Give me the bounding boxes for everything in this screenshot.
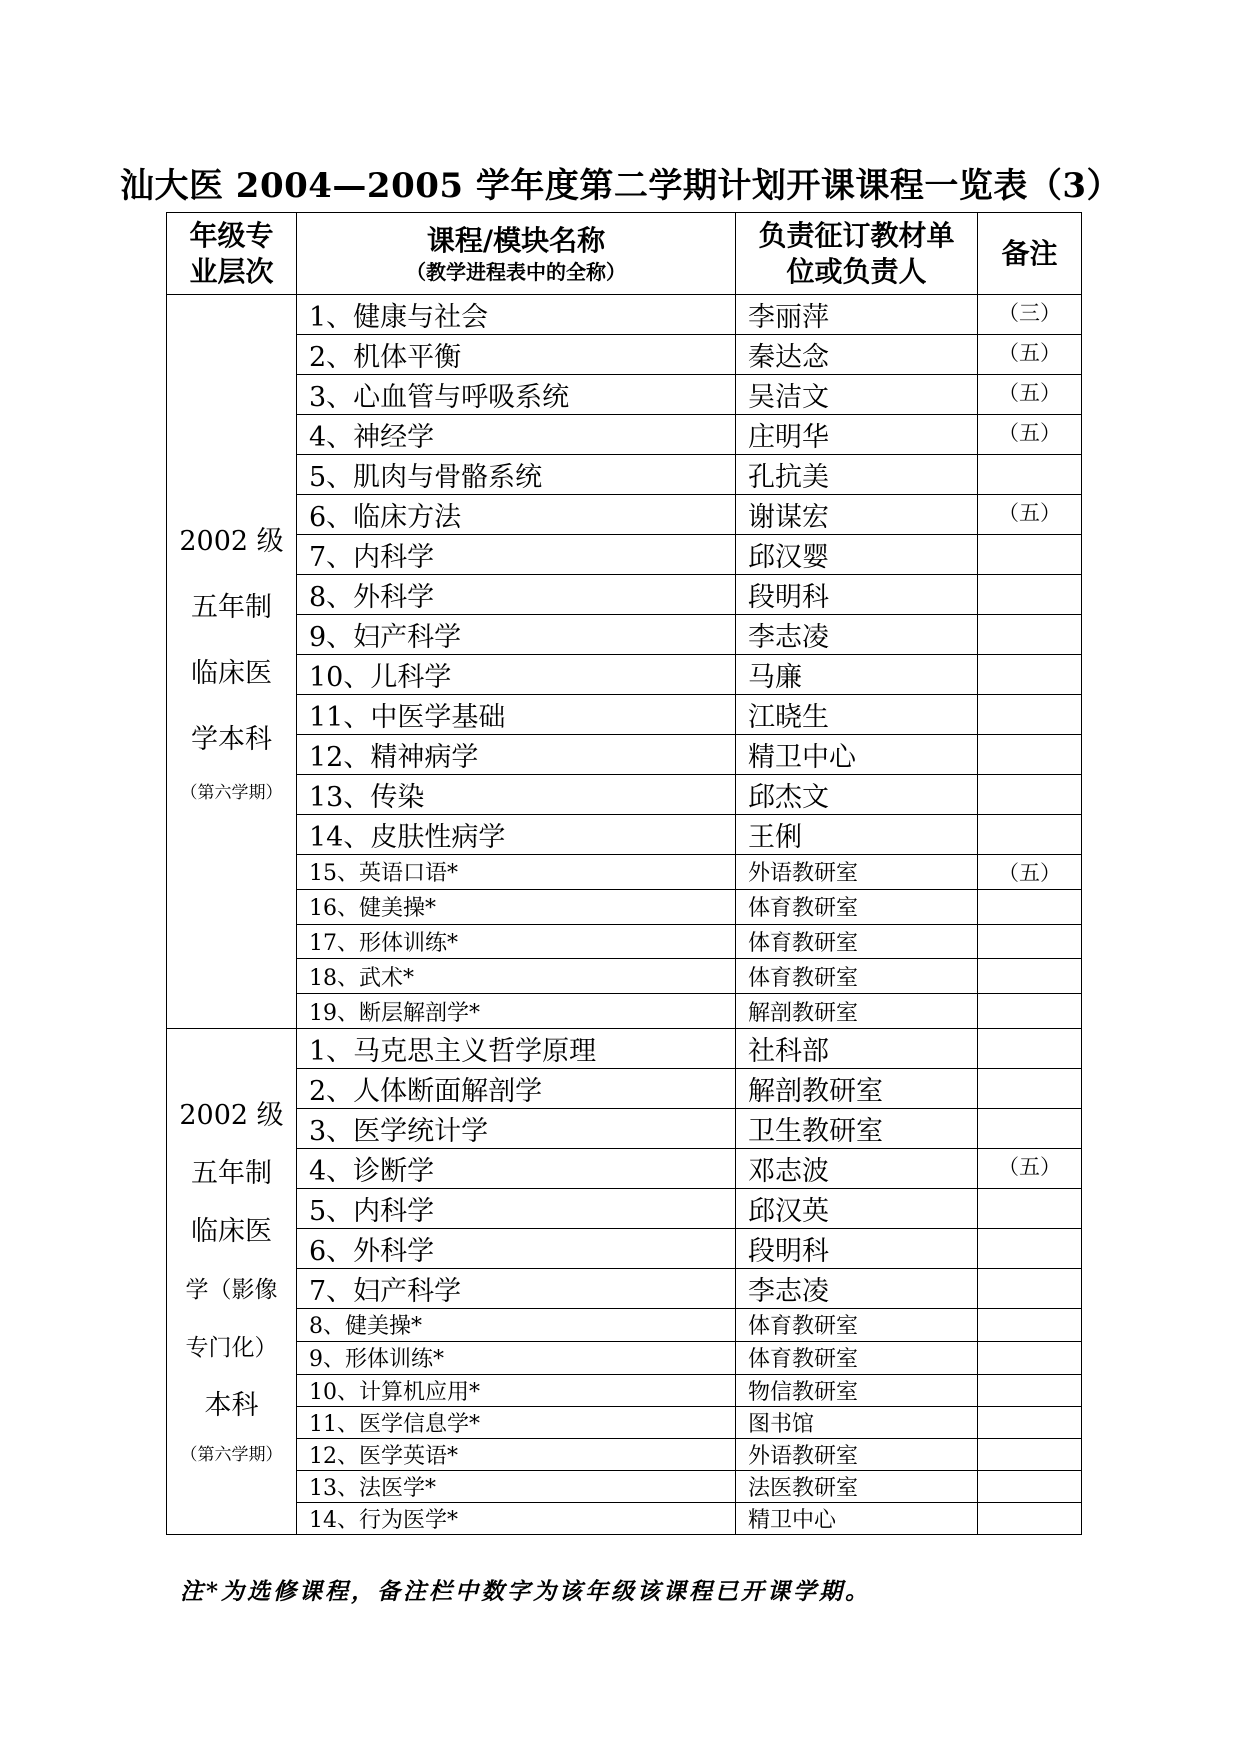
grade-group-line: 专门化）: [185, 1335, 278, 1362]
responsible-unit-cell: 李志凌: [736, 1268, 978, 1308]
note-cell: [978, 994, 1082, 1029]
note-cell: [978, 1502, 1082, 1534]
note-cell: [978, 1228, 1082, 1268]
course-name-cell: 2、机体平衡: [297, 335, 736, 375]
note-cell: [978, 1438, 1082, 1470]
grade-group-line: 2002 级: [179, 526, 284, 558]
table-row: [167, 535, 1082, 575]
header-course: [297, 213, 736, 295]
note-cell: （三）: [978, 295, 1082, 335]
grade-group-cell: [167, 1028, 297, 1534]
table-row: [167, 615, 1082, 655]
table-header-row: [167, 213, 1082, 295]
grade-group-line: 学（影像: [185, 1277, 278, 1304]
table-row: [167, 1406, 1082, 1438]
note-cell: [978, 815, 1082, 855]
course-name-cell: 11、医学信息学*: [297, 1406, 736, 1438]
header-note: [978, 213, 1082, 295]
table-row: [167, 335, 1082, 375]
responsible-unit-cell: 外语教研室: [736, 855, 978, 890]
responsible-unit-cell: 邱汉婴: [736, 535, 978, 575]
responsible-unit-cell: 李丽萍: [736, 295, 978, 335]
responsible-unit-cell: 秦达念: [736, 335, 978, 375]
note-cell: [978, 1406, 1082, 1438]
table-row: [167, 415, 1082, 455]
table-row: [167, 815, 1082, 855]
responsible-unit-cell: 邱杰文: [736, 775, 978, 815]
note-cell: [978, 1341, 1082, 1374]
responsible-unit-cell: 江晓生: [736, 695, 978, 735]
table-row: [167, 1148, 1082, 1188]
table-row: [167, 1341, 1082, 1374]
responsible-unit-cell: 解剖教研室: [736, 994, 978, 1029]
note-cell: [978, 1028, 1082, 1068]
responsible-unit-cell: 王俐: [736, 815, 978, 855]
note-cell: [978, 575, 1082, 615]
table-row: [167, 575, 1082, 615]
note-cell: [978, 1068, 1082, 1108]
page-title: 汕大医 2004—2005 学年度第二学期计划开课课程一览表（3）: [119, 166, 1122, 206]
table-row: [167, 1438, 1082, 1470]
table-row: [167, 1068, 1082, 1108]
table-row: [167, 1374, 1082, 1406]
course-name-cell: 14、皮肤性病学: [297, 815, 736, 855]
course-name-cell: 8、外科学: [297, 575, 736, 615]
table-row: [167, 655, 1082, 695]
note-cell: [978, 535, 1082, 575]
note-cell: [978, 1108, 1082, 1148]
note-cell: （五）: [978, 415, 1082, 455]
header-course-sublabel: （教学进程表中的全称）: [406, 259, 626, 284]
course-name-cell: 14、行为医学*: [297, 1502, 736, 1534]
responsible-unit-cell: 体育教研室: [736, 1308, 978, 1341]
table-row: [167, 994, 1082, 1029]
grade-group-line: 2002 级: [179, 1100, 284, 1132]
responsible-unit-cell: 解剖教研室: [736, 1068, 978, 1108]
course-name-cell: 3、医学统计学: [297, 1108, 736, 1148]
table-row: [167, 775, 1082, 815]
table-row: [167, 1502, 1082, 1534]
responsible-unit-cell: 物信教研室: [736, 1374, 978, 1406]
responsible-unit-cell: 孔抗美: [736, 455, 978, 495]
responsible-unit-cell: 段明科: [736, 575, 978, 615]
course-name-cell: 3、心血管与呼吸系统: [297, 375, 736, 415]
responsible-unit-cell: 庄明华: [736, 415, 978, 455]
responsible-unit-cell: 体育教研室: [736, 889, 978, 924]
course-name-cell: 9、妇产科学: [297, 615, 736, 655]
course-name-cell: 7、妇产科学: [297, 1268, 736, 1308]
note-cell: [978, 735, 1082, 775]
grade-group-line: 学本科: [191, 724, 272, 756]
course-name-cell: 8、健美操*: [297, 1308, 736, 1341]
course-name-cell: 7、内科学: [297, 535, 736, 575]
table-row: [167, 959, 1082, 994]
table-row: [167, 1108, 1082, 1148]
note-cell: （五）: [978, 375, 1082, 415]
grade-group-line: 本科: [204, 1390, 259, 1422]
table-row: [167, 855, 1082, 890]
table-row: [167, 295, 1082, 335]
course-name-cell: 6、临床方法: [297, 495, 736, 535]
semester-label: （第六学期）: [180, 1445, 283, 1466]
header-course-label: 课程/模块名称: [426, 223, 606, 257]
note-cell: [978, 889, 1082, 924]
course-name-cell: 12、医学英语*: [297, 1438, 736, 1470]
table-row: [167, 1028, 1082, 1068]
course-table: [166, 212, 1082, 1535]
header-grade: [167, 213, 297, 295]
header-note-label: 备注: [1001, 236, 1058, 270]
responsible-unit-cell: 体育教研室: [736, 924, 978, 959]
header-unit-label: 负责征订教材单位或负责人: [758, 218, 955, 288]
course-name-cell: 13、传染: [297, 775, 736, 815]
table-row: [167, 495, 1082, 535]
table-row: [167, 455, 1082, 495]
course-name-cell: 9、形体训练*: [297, 1341, 736, 1374]
note-cell: [978, 1308, 1082, 1341]
responsible-unit-cell: 邓志波: [736, 1148, 978, 1188]
table-row: [167, 375, 1082, 415]
note-cell: （五）: [978, 335, 1082, 375]
grade-group-cell: [167, 295, 297, 1029]
course-name-cell: 5、肌肉与骨骼系统: [297, 455, 736, 495]
semester-label: （第六学期）: [180, 783, 283, 804]
table-row: [167, 1188, 1082, 1228]
responsible-unit-cell: 体育教研室: [736, 1341, 978, 1374]
header-unit: [736, 213, 978, 295]
course-name-cell: 1、健康与社会: [297, 295, 736, 335]
note-cell: [978, 924, 1082, 959]
course-name-cell: 12、精神病学: [297, 735, 736, 775]
course-name-cell: 4、神经学: [297, 415, 736, 455]
course-name-cell: 10、儿科学: [297, 655, 736, 695]
grade-group-line: 五年制: [191, 1158, 272, 1190]
table-row: [167, 1228, 1082, 1268]
course-name-cell: 19、断层解剖学*: [297, 994, 736, 1029]
course-name-cell: 17、形体训练*: [297, 924, 736, 959]
course-name-cell: 2、人体断面解剖学: [297, 1068, 736, 1108]
note-cell: [978, 1470, 1082, 1502]
note-cell: [978, 1188, 1082, 1228]
responsible-unit-cell: 外语教研室: [736, 1438, 978, 1470]
responsible-unit-cell: 社科部: [736, 1028, 978, 1068]
course-name-cell: 10、计算机应用*: [297, 1374, 736, 1406]
table-row: [167, 1470, 1082, 1502]
responsible-unit-cell: 谢谋宏: [736, 495, 978, 535]
note-cell: [978, 615, 1082, 655]
grade-group-line: 临床医: [191, 658, 272, 690]
grade-group-line: 临床医: [191, 1216, 272, 1248]
responsible-unit-cell: 法医教研室: [736, 1470, 978, 1502]
responsible-unit-cell: 体育教研室: [736, 959, 978, 994]
course-name-cell: 1、马克思主义哲学原理: [297, 1028, 736, 1068]
table-row: [167, 1308, 1082, 1341]
responsible-unit-cell: 精卫中心: [736, 1502, 978, 1534]
note-cell: （五）: [978, 1148, 1082, 1188]
footnote: 注*为选修课程，备注栏中数字为该年级该课程已开课学期。: [180, 1578, 872, 1605]
note-cell: [978, 1268, 1082, 1308]
course-name-cell: 6、外科学: [297, 1228, 736, 1268]
course-name-cell: 13、法医学*: [297, 1470, 736, 1502]
responsible-unit-cell: 图书馆: [736, 1406, 978, 1438]
course-name-cell: 4、诊断学: [297, 1148, 736, 1188]
responsible-unit-cell: 马廉: [736, 655, 978, 695]
note-cell: [978, 455, 1082, 495]
note-cell: [978, 775, 1082, 815]
note-cell: （五）: [978, 495, 1082, 535]
grade-group-line: 五年制: [191, 592, 272, 624]
table-row: [167, 735, 1082, 775]
note-cell: [978, 1374, 1082, 1406]
course-name-cell: 11、中医学基础: [297, 695, 736, 735]
responsible-unit-cell: 卫生教研室: [736, 1108, 978, 1148]
table-row: [167, 889, 1082, 924]
header-grade-label: 年级专业层次: [189, 218, 274, 288]
course-name-cell: 18、武术*: [297, 959, 736, 994]
course-name-cell: 15、英语口语*: [297, 855, 736, 890]
note-cell: [978, 695, 1082, 735]
note-cell: [978, 959, 1082, 994]
note-cell: [978, 655, 1082, 695]
responsible-unit-cell: 精卫中心: [736, 735, 978, 775]
responsible-unit-cell: 邱汉英: [736, 1188, 978, 1228]
table-row: [167, 924, 1082, 959]
table-row: [167, 1268, 1082, 1308]
course-name-cell: 16、健美操*: [297, 889, 736, 924]
note-cell: （五）: [978, 855, 1082, 890]
responsible-unit-cell: 吴洁文: [736, 375, 978, 415]
table-row: [167, 695, 1082, 735]
course-name-cell: 5、内科学: [297, 1188, 736, 1228]
responsible-unit-cell: 李志凌: [736, 615, 978, 655]
responsible-unit-cell: 段明科: [736, 1228, 978, 1268]
